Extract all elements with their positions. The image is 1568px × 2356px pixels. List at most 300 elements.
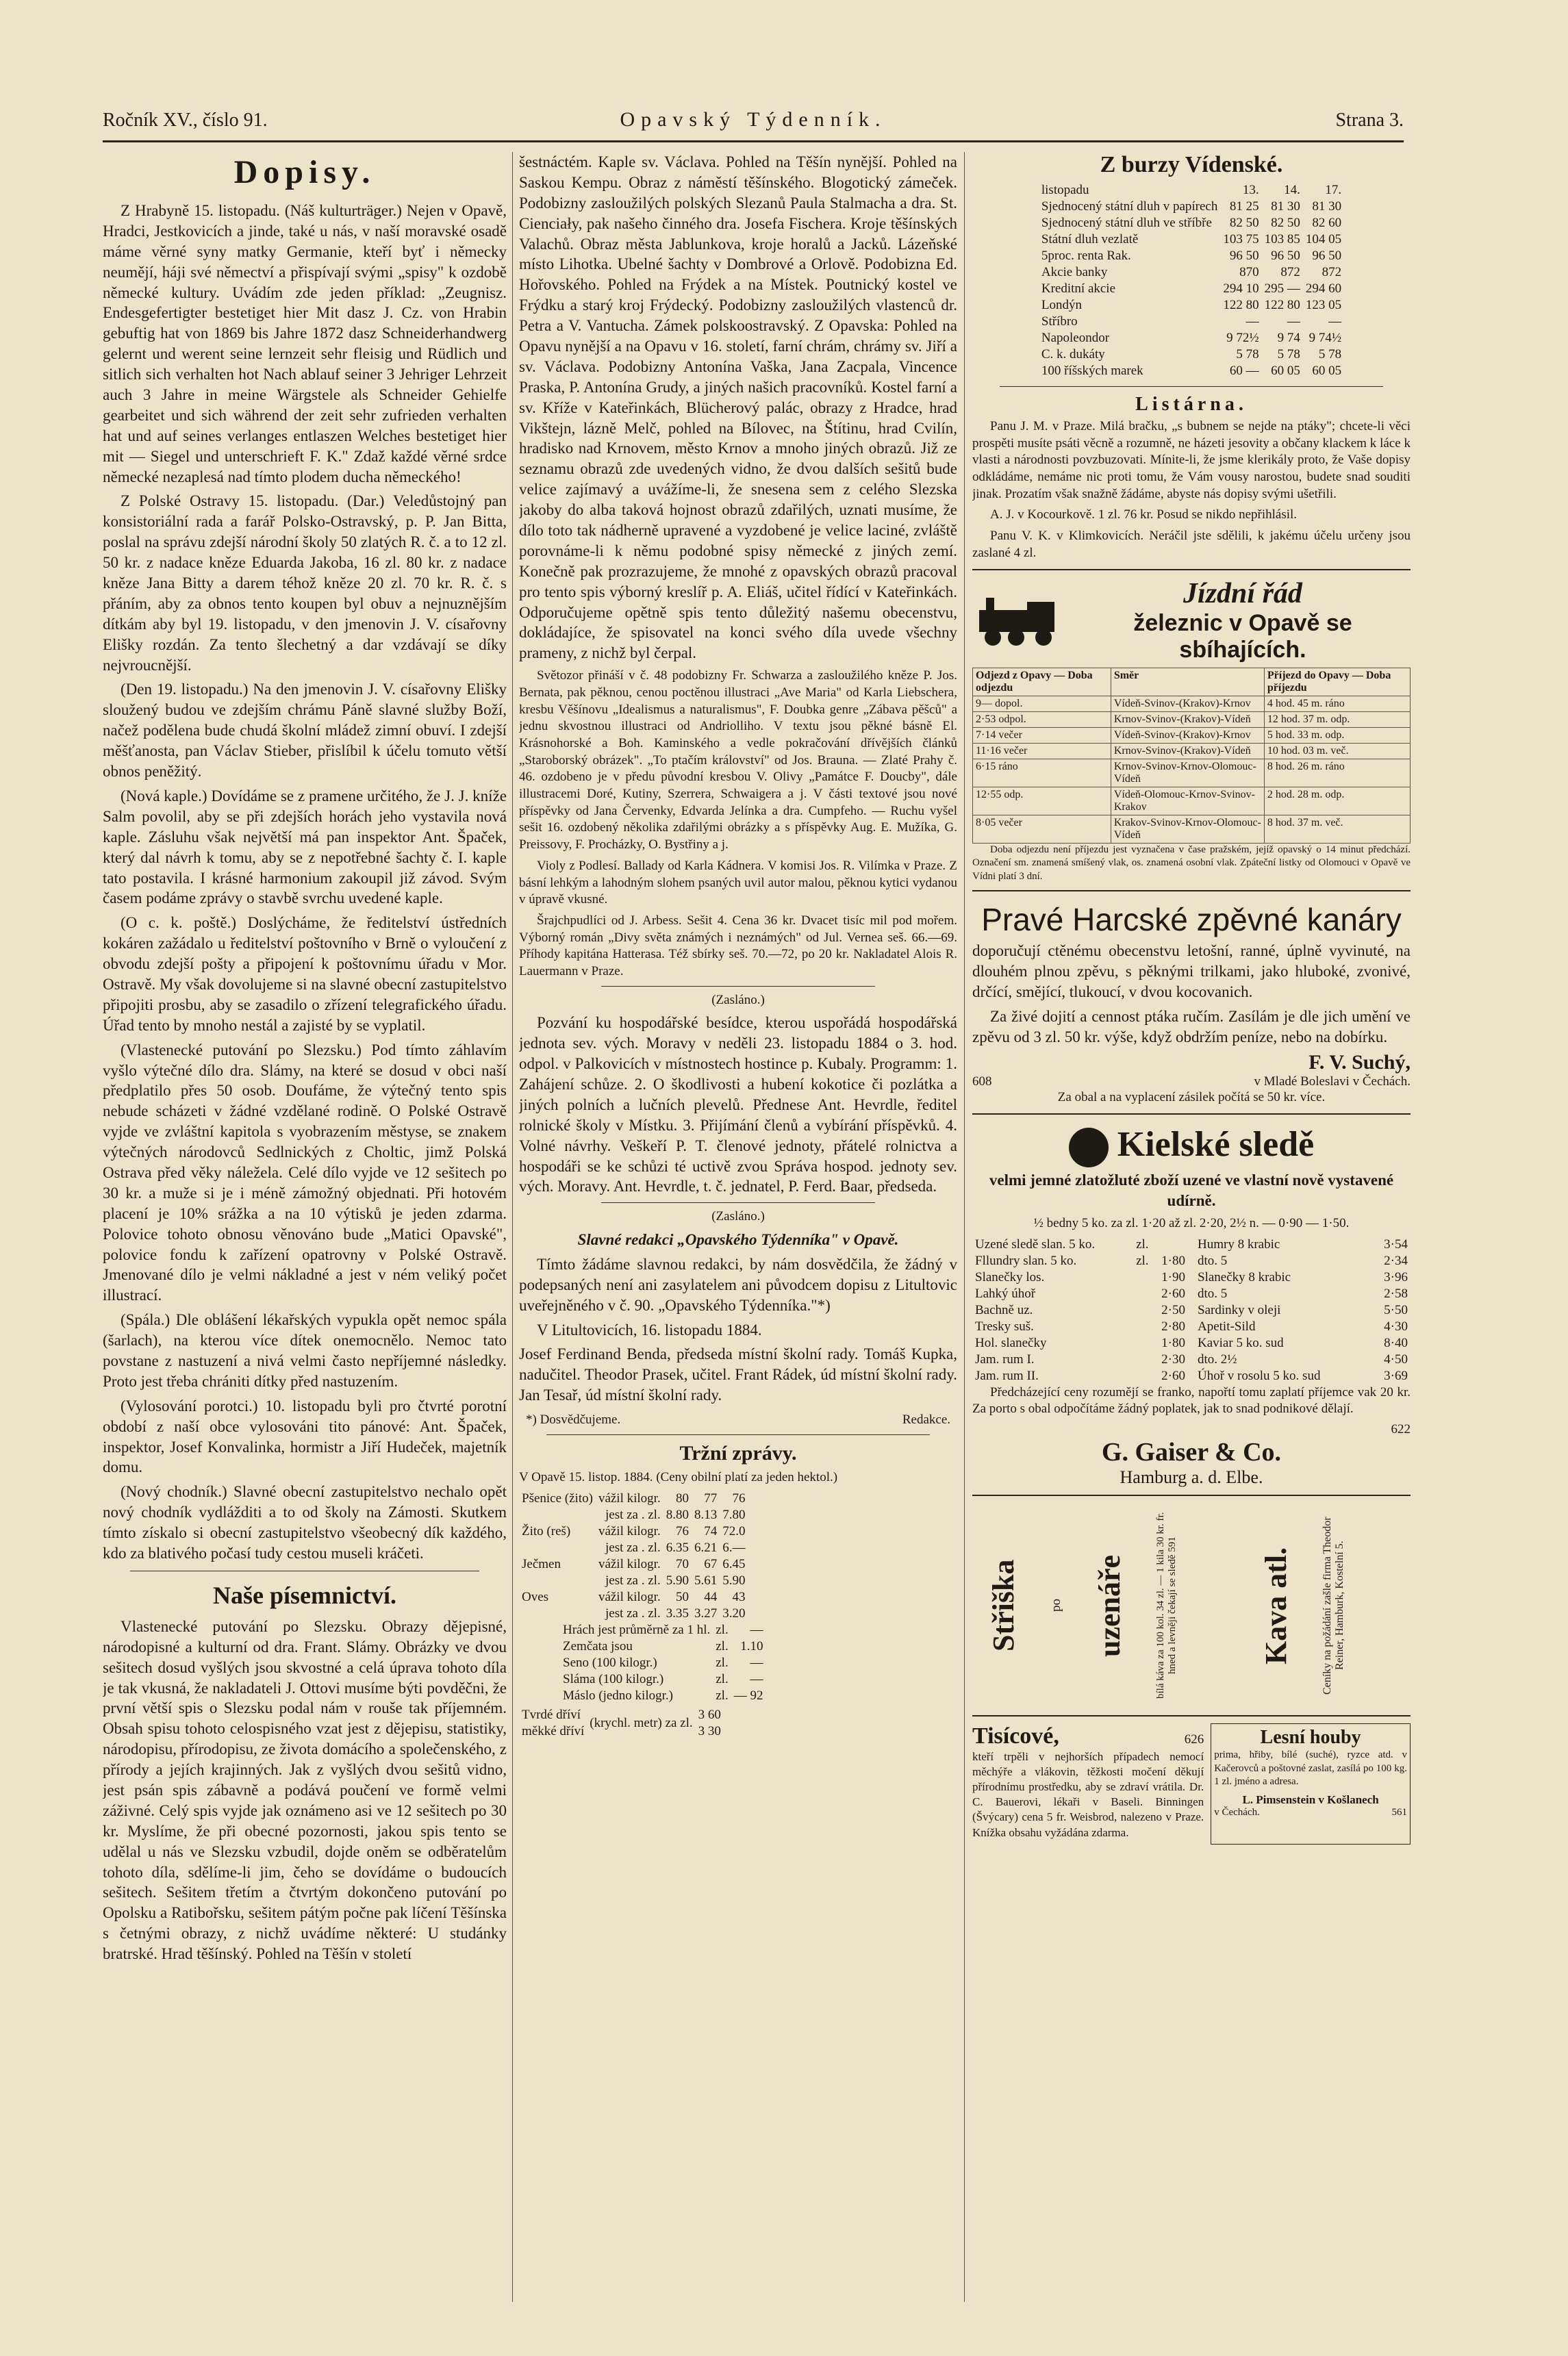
- jizdni-rad-title: Jízdní řád: [1183, 577, 1302, 609]
- timetable-row: [973, 727, 1411, 743]
- burza-row: [1039, 281, 1344, 297]
- market-row-cell: 50: [675, 1589, 689, 1604]
- kielske-price-row-cell: 2·34: [1384, 1253, 1408, 1268]
- market-misc-row-cell: 1.10: [740, 1638, 763, 1654]
- burza-row-cell: 103 75: [1223, 232, 1259, 246]
- kielske-price-row-cell: Fllundry slan. 5 ko.: [975, 1253, 1077, 1268]
- masthead: [103, 103, 1404, 138]
- market-misc-row-cell: Máslo (jedno kilogr.): [563, 1688, 673, 1703]
- market-row-cell: Žito (reš): [522, 1523, 571, 1538]
- market-row-cell: vážil kilogr.: [598, 1491, 661, 1506]
- market-row-cell: vážil kilogr.: [598, 1589, 661, 1604]
- burza-row-cell: 294 60: [1305, 281, 1342, 296]
- burza-row-cell: 82 50: [1271, 216, 1300, 230]
- kielske-table-left: [972, 1237, 1188, 1384]
- kanary-title: Pravé Harcské zpěvné kanáry: [981, 902, 1402, 937]
- timetable-header-cell: Příjezd do Opavy — Doba příjezdu: [1264, 668, 1410, 696]
- market-price-table: [519, 1491, 748, 1622]
- timetable-row: [973, 787, 1411, 815]
- market-row-cell: 7.80: [722, 1507, 746, 1522]
- market-misc-row-cell: Sláma (100 kilogr.): [563, 1671, 664, 1686]
- market-row-cell: 8.13: [694, 1507, 718, 1522]
- market-row: [519, 1491, 748, 1507]
- timetable-cell: Krakov-Svinov-Krnov-Olomouc-Vídeň: [1111, 815, 1264, 843]
- kielske-price-row-cell: [1129, 1352, 1152, 1368]
- kielske-note: Předcházející ceny rozumějí se franko, napořtí tomu zaplatí příjemce vak 20 kr. Za porto s obal odpočítáme žádný poplatek, jak to snad podnikové dělají.: [972, 1384, 1411, 1417]
- burza-row-cell: —: [1328, 314, 1342, 329]
- timetable-cell: Krnov-Svinov-(Krakov)-Vídeň: [1111, 743, 1264, 759]
- divider: [601, 1202, 875, 1203]
- market-misc-table: [560, 1622, 766, 1704]
- jizdni-rad-header: [972, 577, 1411, 663]
- kielske-price-row-cell: Kaviar 5 ko. sud: [1198, 1335, 1284, 1350]
- burza-row-cell: 17.: [1325, 183, 1342, 197]
- vertical-ads: [972, 1495, 1411, 1708]
- kielske-price-row: [972, 1237, 1188, 1253]
- kielske-price-row-cell: 2·50: [1161, 1302, 1185, 1317]
- divider: [546, 1434, 930, 1435]
- wood-soft-label: měkké dříví: [522, 1723, 585, 1738]
- market-misc-row-cell: Zemčata jsou: [563, 1638, 633, 1654]
- kielske-price-row: [1195, 1237, 1411, 1253]
- burza-row: [1039, 199, 1344, 215]
- timetable-cell: 4 hod. 45 m. ráno: [1264, 696, 1410, 711]
- burza-row-cell: Stříbro: [1041, 314, 1078, 329]
- burza-title: Z burzy Vídenské.: [1100, 152, 1283, 177]
- kielske-price-row: [1195, 1302, 1411, 1319]
- kielske-price-row-cell: zl.: [1136, 1253, 1149, 1268]
- timetable-header-cell: Odjezd z Opavy — Doba odjezdu: [973, 668, 1111, 696]
- kielske-price-row-cell: Slanečky 8 krabic: [1198, 1269, 1291, 1284]
- kielske-price-row-cell: [1129, 1269, 1152, 1286]
- timetable-cell: 11·16 večer: [973, 743, 1111, 759]
- kielske-prices: ½ bedny 5 ko. za zl. 1·20 až zl. 2·20, 2½ n. — 0·90 — 1·50.: [1033, 1215, 1350, 1230]
- kielske-company: G. Gaiser & Co.: [1101, 1438, 1282, 1467]
- kielske-title: Kielské sledě: [1117, 1125, 1315, 1165]
- market-row-cell: [519, 1507, 596, 1523]
- page-number: Strana 3.: [1335, 110, 1404, 131]
- article-putovani: (Vlastenecké putování po Slezsku.) Pod tímto záhlavím vyšlo výtečné dílo dra. Slámy, na které se dosud v obci naší předplatilo přes 50 osob. Doufáme, že výtečný tento spis nebude scházeti v žádné vzdělané rodině. O Polské Ostravě vyjde ve zvláštní kapitola s vyobrazením městyse, se znakem výtečných národovců Sedlnických z Choltic, jimž Polská Ostrava před věky náležela. Celé dílo vyjde ve 12 sešitech po 30 kr. a muže si je i méně zámožný objednati. Při hotovém placení je 10% srážka a na 10 výtisků je jeden zdarma. Polovice tohoto obnosu věnováno bude „Matici Opavské", polovice fondu k zařízení opatrovny v Polské Ostravě. Jmenované dílo je velmi nákladné a jest v ném veliký počet illustrací.: [103, 1041, 507, 1304]
- burza-row-cell: 13.: [1242, 183, 1259, 197]
- market-wood-table: [519, 1707, 724, 1740]
- timetable-row: [973, 696, 1411, 711]
- market-row: [519, 1540, 748, 1556]
- market-row-cell: [519, 1606, 596, 1622]
- burza-row: [1039, 264, 1344, 281]
- market-row-cell: 72.0: [722, 1523, 746, 1538]
- timetable-cell: 12·55 odp.: [973, 787, 1111, 815]
- burza-row-cell: 872: [1280, 265, 1300, 279]
- footnote-signature: Redakce.: [902, 1413, 950, 1428]
- kielske-price-row: [972, 1319, 1188, 1335]
- market-row-cell: [519, 1573, 596, 1589]
- lesni-houby-city: v Čechách.: [1214, 1806, 1260, 1818]
- burza-row-cell: 122 80: [1264, 298, 1300, 312]
- kielske-price-row-cell: 4·30: [1384, 1319, 1408, 1334]
- kielske-price-row-cell: zl.: [1136, 1237, 1149, 1252]
- article-porotci: (Vylosování porotci.) 10. listopadu byli pro čtvrté porotní období z naší obce vylosováni tito pánové: Ant. Špaček, inspektor, Josef Konvalinka, hormistr a Jiří Hudeček, majetník domu.: [103, 1397, 507, 1476]
- market-row: [519, 1556, 748, 1573]
- timetable-row: [973, 743, 1411, 759]
- market-row-cell: 74: [704, 1523, 718, 1538]
- market-row-cell: 43: [732, 1589, 746, 1604]
- article-chodnik: (Nový chodník.) Slavné obecní zastupitelstvo nechalo opět nový chodník vydlážditi a to od školy na Zámosti. Skutkem tímto získalo si obecní zastupitelstvo všeobecný dík každého, kdo za blativého počasí tudy cestou museli kráčeti.: [103, 1483, 507, 1562]
- burza-row-cell: 96 50: [1229, 249, 1259, 263]
- kanary-ad: [972, 890, 1411, 1106]
- market-row-cell: jest za . zl.: [605, 1540, 661, 1555]
- burza-row-cell: 5 78: [1277, 347, 1300, 362]
- market-row-cell: 44: [704, 1589, 718, 1604]
- ad-number: 622: [1391, 1422, 1411, 1437]
- market-row-cell: vážil kilogr.: [598, 1523, 661, 1538]
- kielske-city: Hamburg a. d. Elbe.: [1120, 1467, 1263, 1488]
- kielske-price-row-cell: 2·58: [1384, 1286, 1408, 1301]
- vertical-ad-title: Kava atl.: [1259, 1547, 1293, 1664]
- burza-row: [1039, 330, 1344, 346]
- article-hrabyne: Z Hrabyně 15. listopadu. (Náš kulturträger.) Nejen v Opavě, Hradci, Jestkovicích a jinde, také u nás, v naší moravské osadě máme věrné syny matky Germanie, kteří byť i německy neumějí, háji své němectví a přispívají svými „spisy" k ozdobě německé kultury. Uvádím zde jeden příklad: „Zeugnisz. Endesgefertigter bestetiget hier Mit dasz J. Cz. von Hrabin gebuftig hat von 1869 bis Jahre 1872 dasz Schneiderhandwerg gelernt und werent seine lernzeit sehr fleisig und Rüdlich und sitlich sich verhalten hot Nach ablauf seiner 3 Jehriger Lehrzeit auch 3 Jahre in meine Wärgstele als Schneider Gehielfe gearbeitet und sich während der zeit sehr zufrieden verhalten hat und auf seines verlanges entlaszen Welches bestetiget hier mit — Siegel und unterschrieft F. K." Zdaž každé věrné srdce německé nezaplesá nad tímto plodem ducha německého!: [103, 202, 507, 485]
- market-misc-row: [560, 1655, 766, 1671]
- bottom-ads: [972, 1715, 1411, 1845]
- lesni-houby-seller: L. Pimsenstein v Košlanech: [1242, 1793, 1379, 1806]
- burza-row-cell: 60 05: [1271, 364, 1300, 378]
- article-posta: (O c. k. poště.) Doslýcháme, že ředitelství ústředních kokáren zažádalo u ředitelství poštovního v Brně o vyloučení z obvodu zdejší pošty a připojení k poštovnímu úřadu v Mor. Ostravě. My však dovolujeme si na slavné obecní zastupitelstvo připojiti prosbu, aby se zasadilo o zřízení telegrafického úřadu. Úřad tento by mnoho nestál a zajisté by se vyplatil.: [103, 914, 507, 1034]
- zaslano-label: (Zasláno.): [711, 1209, 765, 1224]
- market-row: [519, 1523, 748, 1540]
- section-title-dopisy: Dopisy.: [233, 154, 376, 190]
- burza-row-cell: 100 říšských marek: [1041, 364, 1143, 378]
- timetable-cell: 9— dopol.: [973, 696, 1111, 711]
- burza-row-cell: 60 05: [1312, 364, 1342, 378]
- kielske-price-row-cell: 2·80: [1161, 1319, 1185, 1334]
- market-row-cell: 77: [704, 1491, 718, 1506]
- burza-row-cell: 9 74: [1277, 331, 1300, 345]
- divider: [1000, 386, 1383, 387]
- market-misc-row-cell: —: [750, 1622, 763, 1637]
- market-row-cell: 5.90: [666, 1573, 689, 1588]
- article-spala: (Spála.) Dle oblášení lékařských vypukla opět nemoc spála (šarlach), na kterou více dítek onemocnělo. Nemoc tato povstane z nastuzení a nivá velmi často nepříjemné následky. Proto jest třeba chrániti dítky před nastuzením.: [103, 1311, 507, 1390]
- market-row-cell: 6.—: [722, 1540, 746, 1555]
- kielske-price-row-cell: 5·50: [1384, 1302, 1408, 1317]
- burza-row-cell: 60 —: [1229, 364, 1259, 378]
- kielske-price-row: [972, 1335, 1188, 1352]
- locomotive-icon: [972, 590, 1075, 651]
- lesni-houby-text: prima, hřiby, bílé (suché), ryzce atd. v Kačerovců a poštovné zaslat, zasílá po 100 kg. 1 zl. jméno a adresa.: [1214, 1749, 1407, 1788]
- listarna-entry: Panu J. M. v Praze. Milá bračku, „s bubnem se nejde na ptáky"; chcete-li věci prospěti musíte psáti věcně a rozumně, ne házeti jesovity a občany klackem k láce k vlasti a národnosti povzbuzovati. Mínite-li, že jsme klerikály proto, že Vaše dopisy odkládáme, nemáme nic proti tomu, že Vám vousy narostou, budete snad souditi jinak. Prozatím však snažně žádáme, abyste nás dopisy svými ušetřili.: [972, 419, 1411, 501]
- wood-unit: (krychl. metr) za zl.: [590, 1715, 693, 1730]
- kielske-price-row-cell: 2·60: [1161, 1368, 1185, 1383]
- timetable-header: [973, 668, 1411, 696]
- kielske-price-row: [972, 1302, 1188, 1319]
- kielske-price-row-cell: 2·30: [1161, 1352, 1185, 1367]
- kielske-price-row-cell: [1129, 1335, 1152, 1352]
- vertical-ad-text: bílá káva za 100 kol. 34 zl. — 1 kila 30 kr. fr. hned a levněji čekají se sledě 591: [1154, 1512, 1178, 1699]
- market-row-cell: jest za . zl.: [605, 1507, 661, 1522]
- listarna-entry: A. J. v Kocourkově. 1 zl. 76 kr. Posud se nikdo nepřihlásil.: [990, 507, 1298, 522]
- timetable-note: Doba odjezdu není příjezdu jest vyznačena v čase pražském, jejíž opavský o 14 minut předchází. Označení sm. znamená smíšený vlak, os. znamená osobní vlak. Zpáteční listky od Olomouci v Opavě ve Vídni platí 3 dní.: [972, 844, 1411, 882]
- burza-row-cell: 123 05: [1305, 298, 1342, 312]
- burza-row-cell: 9 72½: [1226, 331, 1259, 345]
- burza-row-cell: C. k. dukáty: [1041, 347, 1105, 362]
- column-divider: [964, 152, 965, 2302]
- burza-row-cell: 103 85: [1264, 232, 1300, 246]
- market-row-cell: jest za . zl.: [605, 1573, 661, 1588]
- kielske-price-row: [1195, 1253, 1411, 1269]
- market-row-cell: 67: [704, 1556, 718, 1571]
- burza-row-cell: 104 05: [1305, 232, 1342, 246]
- burza-row-cell: 14.: [1284, 183, 1300, 197]
- kielske-price-row-cell: 3·69: [1384, 1368, 1408, 1383]
- burza-row: [1039, 297, 1344, 314]
- tisicove-title: Tisícové,: [972, 1723, 1059, 1749]
- vertical-ad-title: Střiška: [987, 1559, 1021, 1652]
- kielske-price-row-cell: Lahký úhoř: [975, 1286, 1036, 1301]
- kielske-price-row-cell: Úhoř v rosolu 5 ko. sud: [1198, 1368, 1321, 1383]
- market-row-cell: 76: [732, 1491, 746, 1506]
- kielske-price-row: [1195, 1335, 1411, 1352]
- kielske-price-row-cell: Hol. slanečky: [975, 1335, 1047, 1350]
- kielske-price-row-cell: 1·90: [1161, 1269, 1185, 1284]
- kielske-price-row-cell: 1·80: [1161, 1335, 1185, 1350]
- burza-row-cell: —: [1245, 314, 1259, 329]
- market-misc-row-cell: zl.: [716, 1638, 729, 1654]
- market-row-cell: 8.80: [666, 1507, 689, 1522]
- burza-row: [1039, 346, 1344, 363]
- market-row-cell: 5.61: [694, 1573, 718, 1588]
- column-2: [519, 152, 957, 2302]
- market-row-cell: 76: [675, 1523, 689, 1538]
- kielske-price-row-cell: dto. 5: [1198, 1253, 1228, 1268]
- wood-hard-label: Tvrdé dříví: [522, 1707, 581, 1722]
- kielske-price-row-cell: dto. 2½: [1198, 1352, 1237, 1367]
- kielske-price-row-cell: [1129, 1302, 1152, 1319]
- kielske-price-row-cell: Tresky suš.: [975, 1319, 1034, 1334]
- market-row-cell: 3.20: [722, 1606, 746, 1621]
- kielske-price-row-cell: [1129, 1286, 1152, 1302]
- burza-row-cell: Napoleondor: [1041, 331, 1110, 345]
- lesni-houby-ad: [1211, 1723, 1411, 1845]
- section-title-pisemnictvi: Naše písemnictví.: [213, 1581, 396, 1609]
- listarna-entry: Panu V. K. v Klimkovicích. Neráčil jste sdělili, k jakému účelu určeny jsou zaslané 4 zl.: [972, 529, 1411, 560]
- timetable-cell: 6·15 ráno: [973, 759, 1111, 787]
- kielske-price-row-cell: 2·60: [1161, 1286, 1185, 1301]
- letter-heading: Slavné redakci „Opavského Týdenníka" v Opavě.: [577, 1231, 899, 1249]
- jizdni-rad-ad: [972, 569, 1411, 884]
- burza-table: [1039, 182, 1344, 379]
- burza-row-cell: 81 30: [1271, 199, 1300, 214]
- market-row: [519, 1507, 748, 1523]
- article-vlastenecke-putovani: Vlastenecké putování po Slezsku. Obrazy dějepisné, národopisné a kulturní od dra. Frant. Slámy. Obrázky ve dvou sešitech dosud vyšlých jsou skvostné a celá úprava tohoto díla je tak vkusná, že nakladateli J. Ottovi musíme býti povděčni, že první větší spis o Slezsku podal nám v rouše tak příjemném. Obsah spisu tohoto celospisného vzat jest z dějepisu, statistiky, národopisu, přírodopisu, ze života domácího a společenského, z přírody a jejích krajinných. Jak z vyšlých dvou sešitů vidno, jest psán spis zábavně a podává poučení ve formě velmi záživné. Celý spis vyjde jak oznámeno asi ve 12 sešitech po 30 kr. Myslíme, že při obecné pozornosti, jakou spis tento se udělal u nás ve Slezsku vzbudil, dojde oněm se odběratelům tohoto díla, sdělíme-li jim, čeho se dovídáme o budoucích sešitech. Sešitem třetím a čtvrtým dokončeno putování po Opolsku a Ratibořsku, sešitem pátým počne pak líčení Těšínska s četnými obrazy, z nichž uvádíme některé: U studánky bratrské. Hrad těšínský. Pohled na Těšín v století: [103, 1617, 507, 1963]
- kielske-price-row-cell: Bachně uz.: [975, 1302, 1033, 1317]
- market-row-cell: Ječmen: [522, 1556, 561, 1571]
- divider: [601, 986, 875, 987]
- kielske-price-row-cell: 4·50: [1384, 1352, 1408, 1367]
- article-pozvani: Pozvání ku hospodářské besídce, kterou uspořádá hospodářská jednota sev. vých. Moravy v neděli 23. listopadu 1884 o 3. hod. odpol. v Palkovicích v místnostech hostince p. Kubaly. Programm: 1. Zahájení schůze. 2. O škodlivosti a hubení kokotice či pozlátka a jiných polních a lučních plevelů. Přednese Ant. Hevrdle, ředitel rolnické školy v Místku. 3. Přijímání členů a vybírání příspěvků. 4. Volné návrhy. Veškeří P. T. členové jednoty, přátelé rolnictva a hospodáři se ke schůzi té uctivě zvou Správa hospod. jednoty sev. vých. Moravy. Ant. Hevrdle, t. č. jednatel, P. Ferd. Baar, předseda.: [519, 1014, 957, 1195]
- kielske-price-row-cell: Apetit-Sild: [1198, 1319, 1256, 1334]
- timetable-cell: 8·05 večer: [973, 815, 1111, 843]
- market-misc-row-cell: — 92: [733, 1688, 763, 1703]
- article-svetozor: Světozor přináší v č. 48 podobizny Fr. Schwarza a zasloužilého kněze P. Jos. Bernata, pak pěknou, cenou poctěnou illustraci „Ave Maria" od Karla Liebschera, kresbu Věšínovu „Idealismus a naturalismus", F. Doubka genre „Zábava pěšců" a jednu skvostnou illustraci od Andriolliho. V textu jsou pěkné básně El. Krásnohorské a Boh. Kaminského a vedle pokračování dřívějších článků „Staroborský obrázek". „To ptačím království" od Jos. Brauna. — Zlaté Prahy č. 46. ozdobeno je v předu původní kresbou V. Olivy „Památce F. Doucby", dále illustracemi Doré, Kutiny, Szerrera, Schwaigera a j. V části textové jsou nové příspěvky od Jana Červenky, Edvarda Jelínka a dra. Cumpfeho. — Ruchu vyšel sešit 16. ozdobený několika zdařilými obrázky a s příspěvky Aug. E. Mužíka, G. Preissovy, F. Procházky, O. Bystřiny a j.: [519, 668, 957, 852]
- market-row-cell: 6.35: [666, 1540, 689, 1555]
- burza-row-cell: Kreditní akcie: [1041, 281, 1116, 296]
- article-continuation: šestnáctém. Kaple sv. Václava. Pohled na Těšín nynější. Pohled na Saskou Kempu. Obraz z náměstí těšínského. Blogotický zámeček. Podobizny zasloužilých polských Slezanů Paula Stalmacha a dra. St. Cienciały, pak našeho činného dra. Josefa Fischera. Kroje těšínských Valachů. Obraz města Jablunkova, kroje horalů a Jacků. Lázeňské místo Lihotka. Ubelné šachty v Dombrové a Orlově. Podobizna Ed. Hořovského. Pohled na Frýdek a na Místek. Poutnický kostel ve Frýdku a starý kroj Frýdecký. Podobizny zasloužilých vlastenců dr. Petra a V. Vantucha. Zámek polskoostravský. Z Opavska: Pohled na Opavu nynější a na Opavu v 16. století, farní chrám, chrámy sv. Jiří a sv. Václava. Podobizny Antonína Vaška, Jana Zacpala, Vincence Praska, P. Antonína Grudy, a jiných našich pracovníků. Kostel farní a sv. Kříže v Kateřinkách, Blücherový palác, obrazy z Hradce, hrad Vikštejn, lázně Melč, pohled na Bílovec, na Štítinu, hrad Cvilín, hradisko nad Krnovem, město Krnov a mnoho jiných obrazů. Již ze seznamu obrazů zde uvedených vidno, že dvou dalších sešitů bude velice zajímavý a uvážíme-li, že snesena sem z celého Slezska jakoby do alba taková hojnost obrazů zdařilých, uznati musíme, že dílo toto tak nádherně upravené a vyzdobené je velice laciné, zvláště porovnáme-li k němu podobné spisy německé z jiných zemí. Konečně pak prozrazujeme, že mnohé z opavských obrazů pracoval pro tento spis výborný kreslíř p. A. Eliáš, učitel řídící v Kateřinkách. Odporučujeme opětně spis tento důležitý našemu obecenstvu, dokládajíce, že spisovatel na konci svého díla uvede všechny prameny, z nichž byl čerpal.: [519, 153, 957, 662]
- kielske-price-row: [972, 1368, 1188, 1384]
- kanary-address: v Mladé Boleslavi v Čechách.: [1254, 1074, 1411, 1089]
- brand-signet-icon: [1069, 1128, 1109, 1167]
- burza-row-cell: Sjednocený státní dluh v papírech: [1041, 199, 1218, 214]
- kielske-price-row-cell: [1152, 1237, 1188, 1253]
- market-misc-row: [560, 1622, 766, 1638]
- burza-row-cell: 82 60: [1312, 216, 1342, 230]
- market-row-cell: Oves: [522, 1589, 549, 1604]
- market-row-cell: 6.21: [694, 1540, 718, 1555]
- burza-row-cell: 295 —: [1264, 281, 1300, 296]
- ad-number: 626: [1184, 1732, 1204, 1747]
- kielske-price-row-cell: Uzené sledě slan. 5 ko.: [975, 1237, 1096, 1252]
- burza-row-cell: 82 50: [1229, 216, 1259, 230]
- timetable-cell: 8 hod. 26 m. ráno: [1264, 759, 1410, 787]
- vertical-ad-text: po: [1049, 1599, 1064, 1612]
- vertical-ad-text: Ceníky na požádání zašle firma Theodor Reiner, Hamburk, Kostelní 5.: [1321, 1517, 1345, 1695]
- wood-soft-price: 3 30: [698, 1723, 721, 1738]
- letter-body: Tímto žádáme slavnou redakci, by nám dosvědčila, že žádný v podepsaných není ani zasylatelem ani původcem dopisu z Litultovic uveřejněného v č. 90. „Opavského Týdenníka."*): [519, 1255, 957, 1314]
- burza-row-cell: 81 30: [1312, 199, 1342, 214]
- kielske-subtitle: velmi jemné zlatožluté zboží uzené ve vlastní nově vystavené udírně.: [989, 1171, 1394, 1210]
- kielske-price-row: [1195, 1269, 1411, 1286]
- burza-row-cell: Sjednocený státní dluh ve stříbře: [1041, 216, 1212, 230]
- market-row-cell: 6.45: [722, 1556, 746, 1571]
- kielske-price-row-cell: [1129, 1319, 1152, 1335]
- newspaper-title: Opavský Týdenník.: [620, 108, 887, 131]
- masthead-rule: [103, 140, 1404, 142]
- kielske-price-row-cell: Jam. rum I.: [975, 1352, 1035, 1367]
- burza-row-cell: 294 10: [1223, 281, 1259, 296]
- kielske-price-row-cell: 8·40: [1384, 1335, 1408, 1350]
- burza-row: [1039, 248, 1344, 264]
- kielske-price-row-cell: 3·54: [1384, 1237, 1408, 1252]
- market-misc-row: [560, 1688, 766, 1704]
- kielske-price-row: [972, 1253, 1188, 1269]
- timetable-row: [973, 711, 1411, 727]
- burza-row-cell: listopadu: [1041, 183, 1089, 197]
- burza-row-cell: 96 50: [1271, 249, 1300, 263]
- kielske-price-row: [972, 1352, 1188, 1368]
- timetable-cell: 12 hod. 37 m. odp.: [1264, 711, 1410, 727]
- kielske-price-row-cell: Slanečky los.: [975, 1269, 1045, 1284]
- timetable-cell: 10 hod. 03 m. več.: [1264, 743, 1410, 759]
- timetable-cell: Krnov-Svinov-Krnov-Olomouc-Vídeň: [1111, 759, 1264, 787]
- kanary-text: doporučují ctěnému obecenstvu letošní, ranné, úplně vyvinuté, na dlouhém plnou zpěvu, s pěknými trilkami, jako hluboké, zvonivé, drčící, smějící, tlukoucí, v dvou kocovanich.: [972, 942, 1411, 1000]
- listarna-title: Listárna.: [1135, 394, 1248, 415]
- market-misc-row-cell: —: [750, 1655, 763, 1670]
- column-divider: [512, 152, 513, 2302]
- letter-place-date: V Litultovicích, 16. listopadu 1884.: [537, 1321, 762, 1339]
- ad-number: 561: [1391, 1806, 1407, 1818]
- article-nova-kaple: (Nová kaple.) Dovídáme se z pramene určitého, že J. J. kníže Salm povolil, aby se při zdejších horách jeho vystavila nová kaple. Zásluhu však největší má pan inspektor Ant. Špaček, který dal návrh k tomu, aby se z nepotřebné šachty č. I. kaple tato postavila. I krásné harmonium zakoupil již závod. Svým časem podáme zprávy o stavbě svrchu uvedené kaple.: [103, 787, 507, 907]
- burza-row-cell: 122 80: [1223, 298, 1259, 312]
- burza-row: [1039, 182, 1344, 199]
- article-polska-ostrava: Z Polské Ostravy 15. listopadu. (Dar.) Veledůstojný pan konsistoriální rada a farář Polsko-Ostravský, p. P. Jan Bitta, poslal na správu zdejší národní školy 50 zlatých R. č. a to 12 zl. 50 kr. z nadace kněze Eduarda Jakoba, 16 zl. 80 kr. z nadace kněze Jana Bitty a darem téhož kněze 20 zl. 70 kr. R. č. s přáním, aby za obnos tento koupen byl obuv a nejnuznějším dítkám aby byl 19. listopadu, v den jmenovin J. V. císařovny Elišky rozdán. Za tento šlechetný a dar vzdávají se díky nejvroucnější.: [103, 492, 507, 674]
- column-1: [103, 152, 507, 2302]
- tisicove-text: kteří trpěli v nejhorších případech nemocí měchýře a vlákovin, těžkosti močení děkují přírodnímu prostředku, aby se zdraví vrátila. Dr. C. Bauerovi, lékaři v Baseli. Binningen (Švýcary) cena 5 fr. Weisbrod, nalezeno v Praze. Knížka obsahu vyžádána zdarma.: [972, 1750, 1204, 1839]
- market-misc-row-cell: zl.: [716, 1622, 729, 1637]
- burza-row-cell: 9 74½: [1308, 331, 1342, 345]
- burza-row-cell: 5 78: [1236, 347, 1259, 362]
- article-srajchpudlici: Šrajchpudlíci od J. Arbess. Sešit 4. Cena 36 kr. Dvacet tisíc mil pod mořem. Výborný román „Divy světa známých i neznámých" od Jul. Vernea seš. 66.—69. Příhody kapitána Hatterasa. Též sbírky seš. 70.—72, po 20 kr. Nakladatel Alois R. Lauermann v Praze.: [519, 913, 957, 978]
- burza-row-cell: 5 78: [1318, 347, 1342, 362]
- market-row-cell: jest za . zl.: [605, 1606, 661, 1621]
- timetable-cell: 5 hod. 33 m. odp.: [1264, 727, 1410, 743]
- burza-row-cell: 870: [1239, 265, 1259, 279]
- vertical-ad-title: uzenáře: [1093, 1554, 1127, 1657]
- footnote-text: *) Dosvědčujeme.: [526, 1413, 621, 1428]
- market-misc-row: [560, 1638, 766, 1655]
- market-row: [519, 1606, 748, 1622]
- market-row-cell: 5.90: [722, 1573, 746, 1588]
- timetable-header-cell: Směr: [1111, 668, 1264, 696]
- kielske-price-row: [1195, 1368, 1411, 1384]
- footnote: [526, 1413, 950, 1428]
- timetable-row: [973, 759, 1411, 787]
- burza-row: [1039, 314, 1344, 330]
- burza-row-cell: Londýn: [1041, 298, 1082, 312]
- kielske-price-row-cell: [1129, 1368, 1152, 1384]
- timetable-cell: Vídeň-Olomouc-Krnov-Svinov-Krakov: [1111, 787, 1264, 815]
- timetable-cell: Vídeň-Svinov-(Krakov)-Krnov: [1111, 727, 1264, 743]
- timetable-cell: 2 hod. 28 m. odp.: [1264, 787, 1410, 815]
- burza-row: [1039, 363, 1344, 379]
- kielske-price-row: [1195, 1352, 1411, 1368]
- kanary-seller: F. V. Suchý,: [1308, 1051, 1411, 1074]
- kielske-price-row: [1195, 1286, 1411, 1302]
- market-misc-row-cell: Seno (100 kilogr.): [563, 1655, 657, 1670]
- burza-row: [1039, 215, 1344, 231]
- issue-number: Ročník XV., číslo 91.: [103, 110, 268, 131]
- kielske-price-row-cell: 1·80: [1161, 1253, 1185, 1268]
- wood-hard-price: 3 60: [698, 1707, 721, 1722]
- market-title: Tržní zprávy.: [679, 1442, 797, 1465]
- jizdni-rad-subtitle: železnic v Opavě se sbíhajících.: [1133, 609, 1352, 663]
- market-row-cell: [519, 1540, 596, 1556]
- market-row-cell: Pšenice (žito): [522, 1491, 593, 1506]
- kielske-table-right: [1195, 1237, 1411, 1384]
- burza-row-cell: —: [1287, 314, 1300, 329]
- kanary-note: Za obal a na vyplacení zásilek počítá se 50 kr. více.: [1057, 1090, 1326, 1105]
- article-den-19: (Den 19. listopadu.) Na den jmenovin J. V. císařovny Elišky sloužený budou ve zdejším chrámu Páně slavné služby Boží, načež podělena bude chudá školní mládež zimní obuví. I zdejší měšťanosta, pan Václav Stieber, přislíbil k účelu tomuto větší obnos peněžitý.: [103, 681, 507, 781]
- market-row-cell: 3.27: [694, 1606, 718, 1621]
- timetable-cell: Krnov-Svinov-(Krakov)-Vídeň: [1111, 711, 1264, 727]
- kielske-price-row-cell: Sardinky v oleji: [1198, 1302, 1281, 1317]
- timetable-cell: 8 hod. 37 m. več.: [1264, 815, 1410, 843]
- market-row: [519, 1589, 748, 1606]
- burza-row-cell: 872: [1322, 265, 1342, 279]
- kielske-price-row-cell: Humry 8 krabic: [1198, 1237, 1280, 1252]
- kielske-price-row: [972, 1269, 1188, 1286]
- market-misc-row-cell: zl.: [716, 1688, 729, 1703]
- burza-row: [1039, 231, 1344, 248]
- market-misc-row-cell: Hrách jest průměrně za 1 hl.: [563, 1622, 711, 1637]
- market-misc-row: [560, 1671, 766, 1688]
- kielske-price-row: [972, 1286, 1188, 1302]
- market-misc-row-cell: zl.: [716, 1671, 729, 1686]
- burza-row-cell: 96 50: [1312, 249, 1342, 263]
- article-violy: Violy z Podlesí. Ballady od Karla Kádnera. V komisi Jos. R. Vilímka v Praze. Z básní lehkým a lahodným slohem psaných uvil autor malou, pěknou kytici vydanou v úpravě vkusné.: [519, 858, 957, 907]
- kanary-text: Za živé dojití a cennost ptáka ručím. Zasílám je dle jich umění ve zpěvu od 3 zl. 50 kr. výše, když obdržím peníze, nebo na dobírku.: [972, 1007, 1411, 1046]
- timetable: [972, 668, 1411, 844]
- market-misc-row-cell: zl.: [716, 1655, 729, 1670]
- market-row-cell: 70: [675, 1556, 689, 1571]
- kielske-ad: [972, 1113, 1411, 1488]
- burza-row-cell: 5proc. renta Rak.: [1041, 249, 1131, 263]
